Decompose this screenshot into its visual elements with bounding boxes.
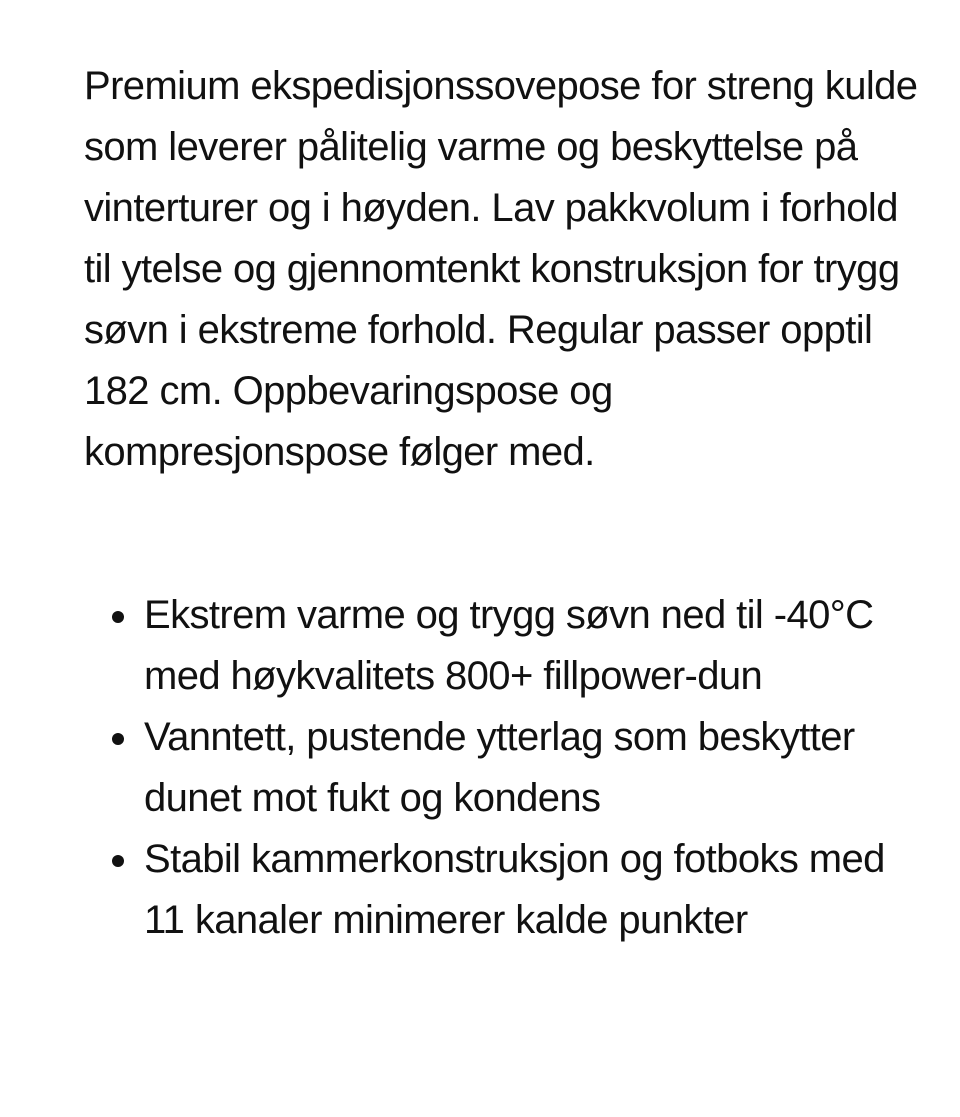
feature-item [144,585,904,707]
feature-list [144,585,904,951]
bullet-icon [112,611,124,623]
product-description: Premium ekspedisjonssovepose for streng kulde som leverer pålitelig varme og beskyttelse på vinterturer og i høyden. Lav pakkvolum i forhold til ytelse og gjennomtenkt konstruksjon for trygg søvn i ekstreme forhold. Regular passer opptil 182 cm. Oppbevaringspose og kompresjonspose følger med. [84,64,918,474]
bullet-icon [112,733,124,745]
feature-text: Ekstrem varme og trygg søvn ned til -40°C med høykvalitets 800+ fillpower-dun [144,593,874,698]
feature-text: Stabil kammerkonstruksjon og fotboks med 11 kanaler minimerer kalde punkter [144,837,885,942]
product-description-section [84,56,924,942]
feature-text: Vanntett, pustende ytterlag som beskytter dunet mot fukt og kondens [144,715,855,820]
feature-item [144,707,904,829]
feature-item [144,829,904,951]
bullet-icon [112,855,124,867]
